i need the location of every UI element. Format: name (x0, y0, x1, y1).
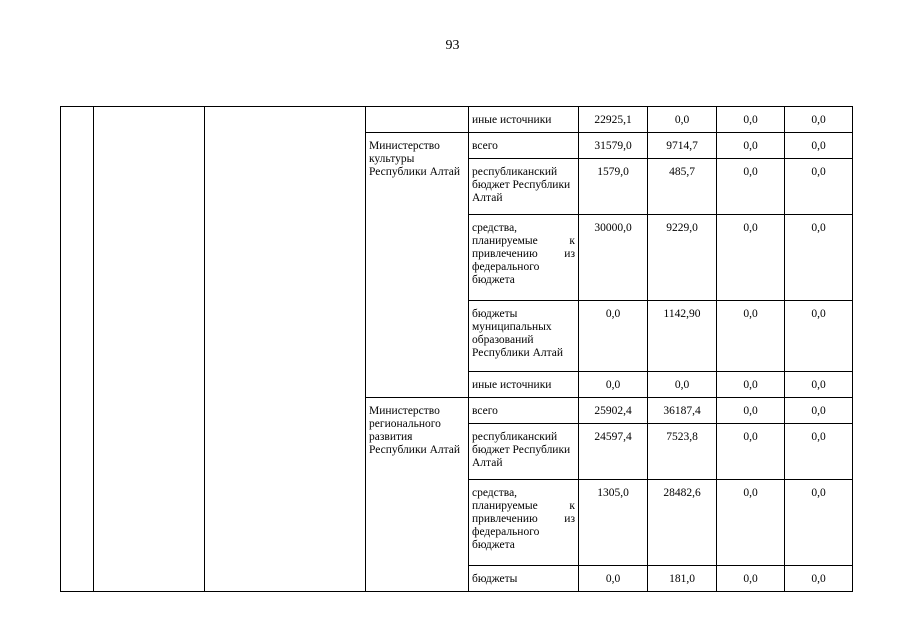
value-cell: 31579,0 (579, 133, 648, 159)
value-cell: 28482,6 (648, 480, 717, 566)
funding-source-cell: бюджеты муниципальных образований Республики Алтай (469, 301, 579, 372)
value-cell: 0,0 (579, 372, 648, 398)
value-cell: 36187,4 (648, 398, 717, 424)
funding-source-cell: всего (469, 398, 579, 424)
value-cell: 0,0 (785, 301, 853, 372)
value-cell: 0,0 (579, 566, 648, 592)
table-row (61, 107, 853, 133)
value-cell: 0,0 (785, 215, 853, 301)
value-cell: 0,0 (717, 107, 785, 133)
value-cell: 0,0 (785, 424, 853, 480)
value-cell: 22925,1 (579, 107, 648, 133)
ministry-cell: Министерство регионального развития Республики Алтай (366, 398, 469, 592)
value-cell: 7523,8 (648, 424, 717, 480)
value-cell: 9229,0 (648, 215, 717, 301)
value-cell: 1305,0 (579, 480, 648, 566)
name-column-cell (94, 107, 205, 592)
value-cell: 0,0 (785, 107, 853, 133)
value-cell: 0,0 (785, 480, 853, 566)
value-cell: 0,0 (717, 133, 785, 159)
funding-source-cell: средства, планируемые к привлечению из федерального бюджета (469, 480, 579, 566)
value-cell: 181,0 (648, 566, 717, 592)
event-column-cell (205, 107, 366, 592)
value-cell: 1142,90 (648, 301, 717, 372)
value-cell: 0,0 (785, 133, 853, 159)
page-number: 93 (445, 38, 460, 53)
value-cell: 24597,4 (579, 424, 648, 480)
value-cell: 0,0 (717, 215, 785, 301)
funding-source-cell: всего (469, 133, 579, 159)
funding-source-cell: бюджеты (469, 566, 579, 592)
value-cell: 0,0 (717, 566, 785, 592)
value-cell: 9714,7 (648, 133, 717, 159)
value-cell: 0,0 (717, 398, 785, 424)
value-cell: 25902,4 (579, 398, 648, 424)
value-cell: 0,0 (785, 566, 853, 592)
number-column-cell (61, 107, 94, 592)
funding-source-cell: иные источники (469, 107, 579, 133)
value-cell: 485,7 (648, 159, 717, 215)
value-cell: 30000,0 (579, 215, 648, 301)
budget-table (60, 106, 853, 592)
funding-source-cell: республиканский бюджет Республики Алтай (469, 424, 579, 480)
value-cell: 0,0 (717, 480, 785, 566)
ministry-cell (366, 107, 469, 133)
funding-source-cell: республиканский бюджет Республики Алтай (469, 159, 579, 215)
funding-source-cell: средства, планируемые к привлечению из федерального бюджета (469, 215, 579, 301)
value-cell: 0,0 (717, 424, 785, 480)
ministry-cell: Министерство культуры Республики Алтай (366, 133, 469, 398)
value-cell: 0,0 (785, 159, 853, 215)
value-cell: 0,0 (785, 372, 853, 398)
value-cell: 0,0 (785, 398, 853, 424)
value-cell: 0,0 (648, 372, 717, 398)
value-cell: 1579,0 (579, 159, 648, 215)
value-cell: 0,0 (717, 372, 785, 398)
value-cell: 0,0 (717, 159, 785, 215)
value-cell: 0,0 (648, 107, 717, 133)
value-cell: 0,0 (717, 301, 785, 372)
value-cell: 0,0 (579, 301, 648, 372)
funding-source-cell: иные источники (469, 372, 579, 398)
